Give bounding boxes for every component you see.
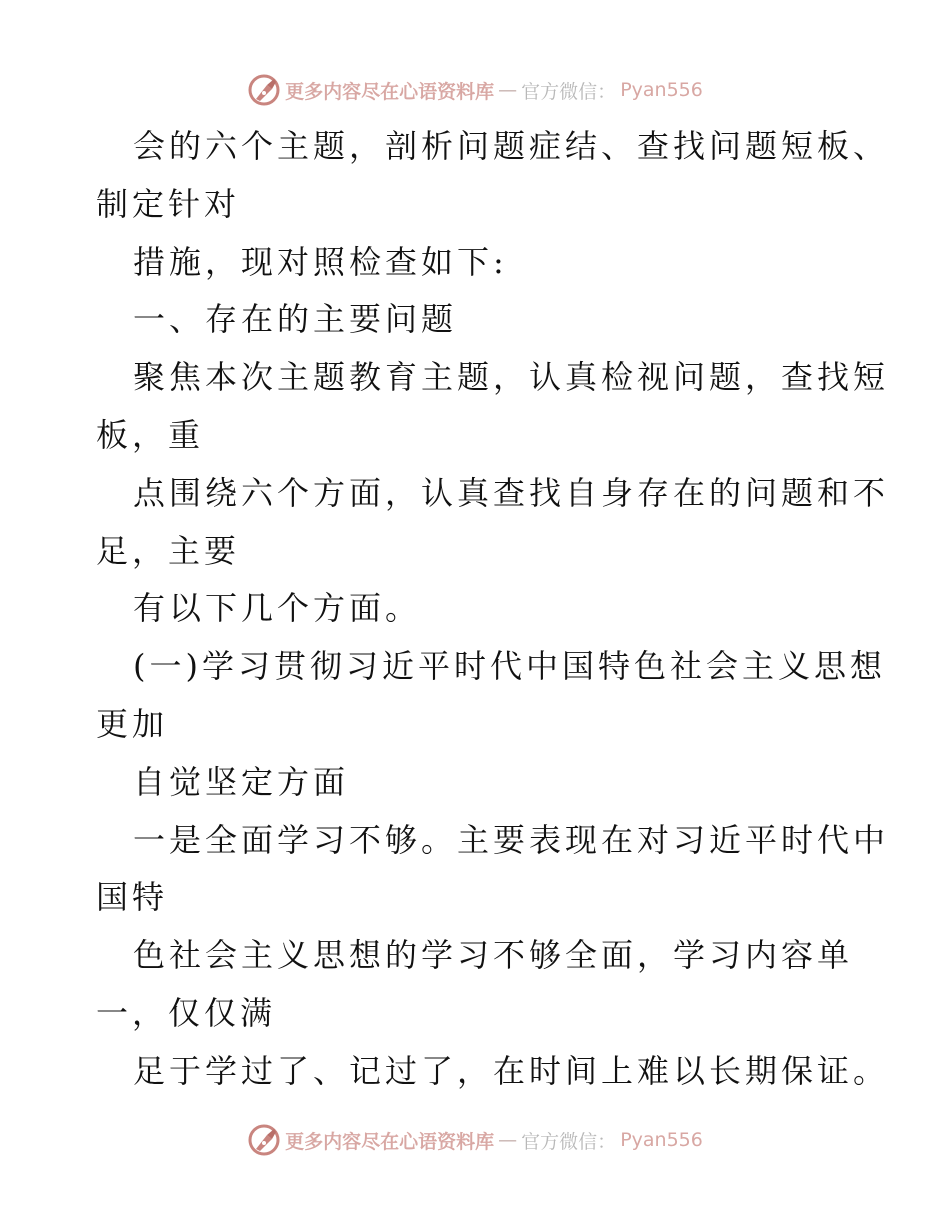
footer-watermark bbox=[0, 1120, 950, 1160]
text-line: 足，主要 bbox=[96, 531, 241, 570]
watermark-official-label: 官方微信： bbox=[521, 1130, 617, 1153]
text-line: 国特 bbox=[96, 878, 169, 917]
text-line: 点围绕六个方面，认真查找自身存在的问题和不 bbox=[133, 473, 890, 512]
watermark-dash: — bbox=[498, 1129, 518, 1151]
pen-nib-logo-icon bbox=[247, 73, 281, 107]
watermark-text: 更多内容尽在心语资料库 bbox=[285, 80, 495, 103]
watermark-text: 更多内容尽在心语资料库 bbox=[285, 1130, 495, 1153]
watermark-wechat-id: Pyan556 bbox=[620, 1129, 703, 1151]
text-line: 色社会主义思想的学习不够全面，学习内容单 bbox=[133, 936, 854, 975]
text-line: 自觉坚定方面 bbox=[133, 762, 350, 801]
document-body bbox=[0, 118, 950, 1101]
text-line: 一，仅仅满 bbox=[96, 993, 277, 1032]
text-line: 板，重 bbox=[96, 415, 205, 454]
text-line: 会的六个主题，剖析问题症结、查找问题短板、 bbox=[133, 127, 890, 165]
pen-nib-logo-icon bbox=[247, 1123, 281, 1157]
watermark-dash: — bbox=[498, 79, 518, 101]
text-line: 制定针对 bbox=[96, 184, 241, 223]
text-line: 一是全面学习不够。主要表现在对习近平时代中 bbox=[133, 820, 890, 859]
header-watermark bbox=[0, 70, 950, 110]
watermark-wechat-id: Pyan556 bbox=[620, 79, 703, 101]
text-line: 更加 bbox=[96, 704, 169, 743]
text-line: 聚焦本次主题教育主题，认真检视问题，查找短 bbox=[133, 358, 890, 397]
subsection-heading: (一)学习贯彻习近平时代中国特色社会主义思想 bbox=[133, 647, 886, 686]
section-heading: 一、存在的主要问题 bbox=[133, 300, 458, 339]
text-line: 措施，现对照检查如下: bbox=[133, 242, 508, 281]
text-line: 有以下几个方面。 bbox=[133, 589, 422, 628]
watermark-official-label: 官方微信： bbox=[521, 80, 617, 103]
text-line: 足于学过了、记过了，在时间上难以长期保证。 bbox=[133, 1051, 890, 1090]
